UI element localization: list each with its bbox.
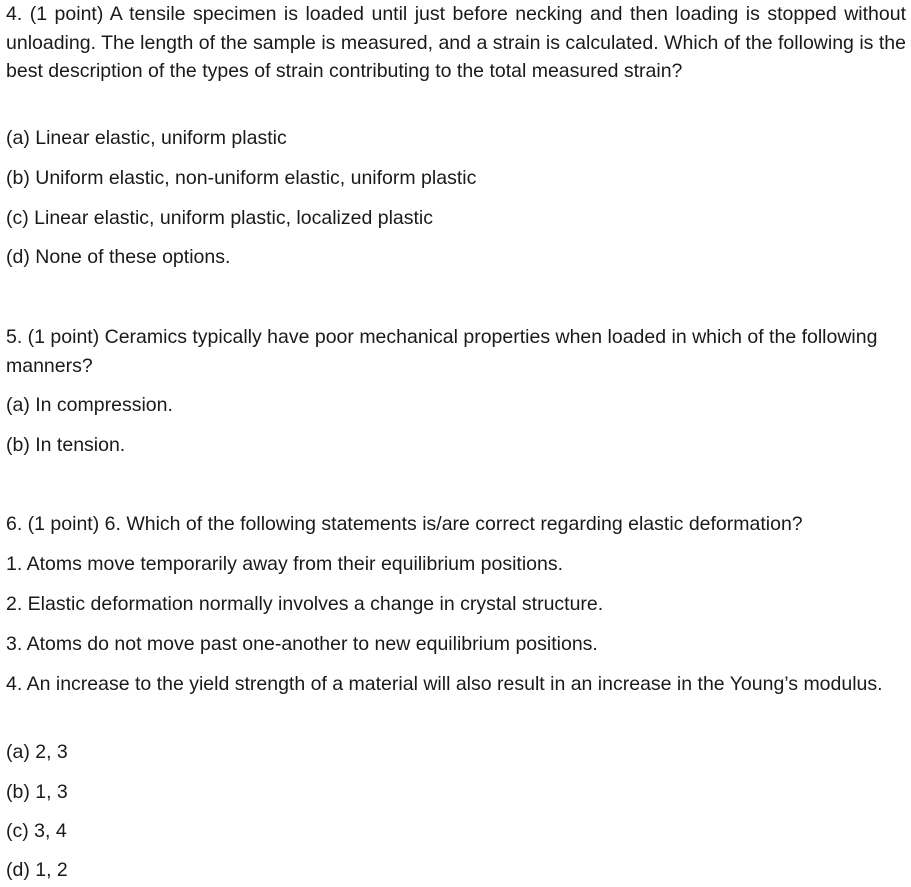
q5-stem: 5. (1 point) Ceramics typically have poor mechanical properties when loaded in which of the following manners? (6, 326, 878, 377)
q6-option-c: (c) 3, 4 (6, 820, 67, 842)
q6-statement-1: 1. Atoms move temporarily away from their equilibrium positions. (6, 553, 564, 575)
q4-option-c: (c) Linear elastic, uniform plastic, localized plastic (6, 207, 434, 229)
q6-statement-4: 4. An increase to the yield strength of a material will also result in an increase in the Young’s modulus. (6, 673, 883, 695)
q5-option-b: (b) In tension. (6, 434, 126, 456)
q4-stem: 4. (1 point) A tensile specimen is loaded until just before necking and then loading is stopped without unloading. The length of the sample is measured, and a strain is calculated. Which of the following is the best description of the types of strain contributing to the total measured strain? (6, 3, 906, 82)
q5-option-a: (a) In compression. (6, 394, 173, 416)
q6-stem: 6. (1 point) 6. Which of the following statements is/are correct regarding elastic deformation? (6, 513, 803, 535)
q4-option-a: (a) Linear elastic, uniform plastic (6, 127, 287, 149)
q6-option-a: (a) 2, 3 (6, 741, 68, 763)
q6-statement-2: 2. Elastic deformation normally involves a change in crystal structure. (6, 593, 604, 615)
q4-option-b: (b) Uniform elastic, non-uniform elastic, uniform plastic (6, 167, 477, 189)
q6-option-d: (d) 1, 2 (6, 859, 68, 881)
q6-statement-3: 3. Atoms do not move past one-another to new equilibrium positions. (6, 633, 598, 655)
q6-option-b: (b) 1, 3 (6, 781, 68, 803)
q4-option-d: (d) None of these options. (6, 246, 231, 268)
